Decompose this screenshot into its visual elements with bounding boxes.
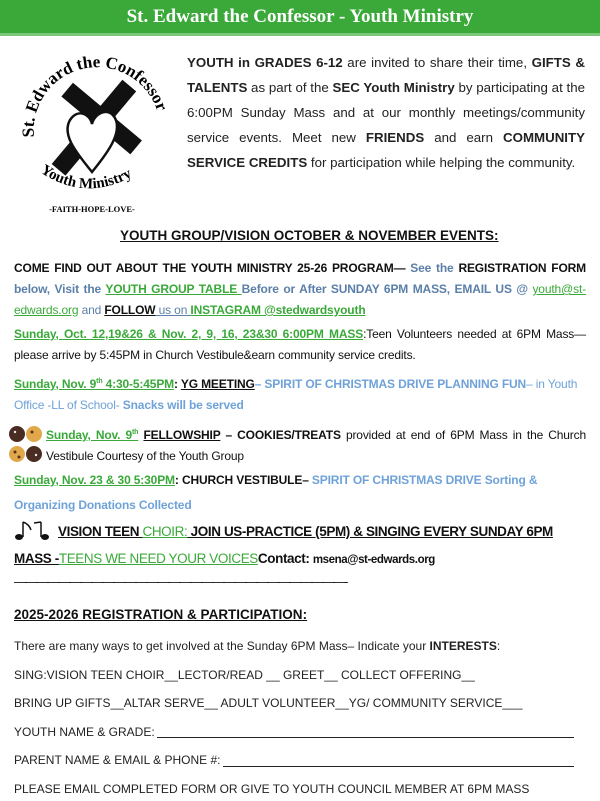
- event-date: Sunday, Nov. 23 & 30 5:30PM: [14, 473, 175, 487]
- text: CHOIR:: [142, 524, 188, 539]
- cookies-icon: [8, 424, 44, 464]
- youth-ministry-logo: [12, 42, 172, 217]
- instagram-link[interactable]: INSTAGRAM @stedwardsyouth: [190, 303, 366, 317]
- interest-options-2[interactable]: BRING UP GIFTS__ALTAR SERVE__ ADULT VOLUNTEER__YG/ COMMUNITY SERVICE___: [14, 696, 523, 710]
- interest-options-1[interactable]: SING:VISION TEEN CHOIR__LECTOR/READ __ GREET__ COLLECT OFFERING__: [14, 667, 475, 682]
- choir-announcement: [14, 518, 589, 574]
- event-title: YG MEETING: [180, 377, 255, 391]
- event-date: Sunday, Oct. 12,19&26 & Nov. 2, 9, 16, 23&30 6:00PM MASS: [14, 327, 364, 341]
- vestibule-event: [14, 468, 554, 518]
- svg-text:Youth Ministry: Youth Ministry: [37, 161, 135, 193]
- contact-email-link[interactable]: msena@st-edwards.org: [312, 554, 435, 566]
- text: :: [174, 473, 182, 487]
- parent-info-field[interactable]: [14, 746, 589, 775]
- text: COME FIND OUT ABOUT THE YOUTH MINISTRY 25-26 PROGRAM—: [14, 261, 411, 275]
- youth-name-label: YOUTH NAME & GRADE:: [14, 724, 155, 739]
- event-description: provided at end of 6PM Mass in the Church Vestibule Courtesy of the Youth Group: [46, 428, 587, 463]
- text: – in Youth Office -LL of School-: [14, 377, 578, 412]
- text: JOIN US-PRACTICE (5PM) & SINGING EVERY SUNDAY 6PM MASS -: [14, 524, 553, 566]
- text: Snacks will be served: [122, 398, 244, 412]
- events-heading: YOUTH GROUP/VISION OCTOBER & NOVEMBER EVENTS:: [120, 228, 499, 243]
- text: FOLLOW: [104, 303, 156, 317]
- text: :: [363, 327, 367, 341]
- intro-text: by participating at the 6:00PM Sunday Mass and at our monthly meetings/community service events. Meet new: [187, 80, 585, 145]
- fellowship-event: [46, 422, 586, 467]
- text: – SPIRIT OF CHRISTMAS DRIVE PLANNING FUN: [254, 377, 527, 391]
- intro-text: FRIENDS: [365, 130, 425, 145]
- text: TEENS WE NEED YOUR VOICES: [58, 551, 258, 566]
- event-title: CHURCH VESTIBULE–: [181, 473, 309, 487]
- registration-heading: 2025-2026 REGISTRATION & PARTICIPATION:: [14, 607, 308, 622]
- program-paragraph: [14, 258, 586, 321]
- intro-text: as part of the: [247, 80, 333, 95]
- text: SPIRIT OF CHRISTMAS DRIVE Sorting & Organizing Donations Collected: [14, 473, 538, 512]
- event-date: Sunday, Nov. 9th: [46, 428, 139, 442]
- text: Before or After SUNDAY 6PM MASS, EMAIL US @: [241, 282, 533, 296]
- text: us on: [155, 303, 191, 317]
- youth-email-link[interactable]: youth@st-edwards.org: [14, 282, 586, 317]
- intro-paragraph: [187, 50, 585, 175]
- intro-text: are invited to share their time,: [342, 55, 532, 70]
- mass-event: [14, 324, 586, 366]
- text: and: [78, 303, 105, 317]
- svg-text:St. Edward the Confessor: St. Edward the Confessor: [18, 52, 172, 138]
- text: Contact:: [257, 551, 313, 566]
- text: See the: [410, 261, 459, 275]
- text: VISION TEEN: [58, 524, 143, 539]
- intro-text: COMMUNITY SERVICE CREDITS: [187, 130, 585, 170]
- youth-name-line[interactable]: [157, 718, 574, 739]
- divider: ——————————————————————————————-: [14, 574, 347, 589]
- svg-text:-FAITH-HOPE-LOVE-: -FAITH-HOPE-LOVE-: [49, 204, 135, 214]
- text: :: [174, 377, 181, 391]
- intro-text: YOUTH in GRADES 6-12: [187, 55, 343, 70]
- meeting-event: [14, 371, 586, 416]
- header-title: St. Edward the Confessor - Youth Ministry: [0, 0, 600, 36]
- interests-intro: There are many ways to get involved at the Sunday 6PM Mass– Indicate your INTERESTS:: [14, 639, 501, 653]
- text: below, Visit the: [14, 282, 106, 296]
- event-description: Teen Volunteers needed at 6PM Mass—please arrive by 5:45PM in Church Vestibule&earn community service credits.: [14, 327, 587, 362]
- text: REGISTRATION FORM: [458, 261, 586, 275]
- closing-instruction: PLEASE EMAIL COMPLETED FORM OR GIVE TO YOUTH COUNCIL MEMBER AT 6PM MASS: [14, 781, 530, 796]
- text: – COOKIES/TREATS: [220, 428, 341, 442]
- youth-name-field[interactable]: [14, 718, 589, 747]
- intro-text: SEC Youth Ministry: [332, 80, 455, 95]
- intro-text: for participation while helping the community.: [307, 155, 576, 170]
- event-title: FELLOWSHIP: [143, 428, 221, 442]
- intro-text: and earn: [424, 130, 503, 145]
- youth-group-table-link[interactable]: YOUTH GROUP TABLE: [105, 282, 242, 296]
- registration-form: [14, 632, 589, 801]
- intro-text: GIFTS & TALENTS: [187, 55, 586, 95]
- parent-info-line[interactable]: [223, 746, 575, 767]
- event-date: Sunday, Nov. 9th 4:30-5:45PM: [14, 377, 175, 391]
- parent-info-label: PARENT NAME & EMAIL & PHONE #:: [14, 753, 221, 767]
